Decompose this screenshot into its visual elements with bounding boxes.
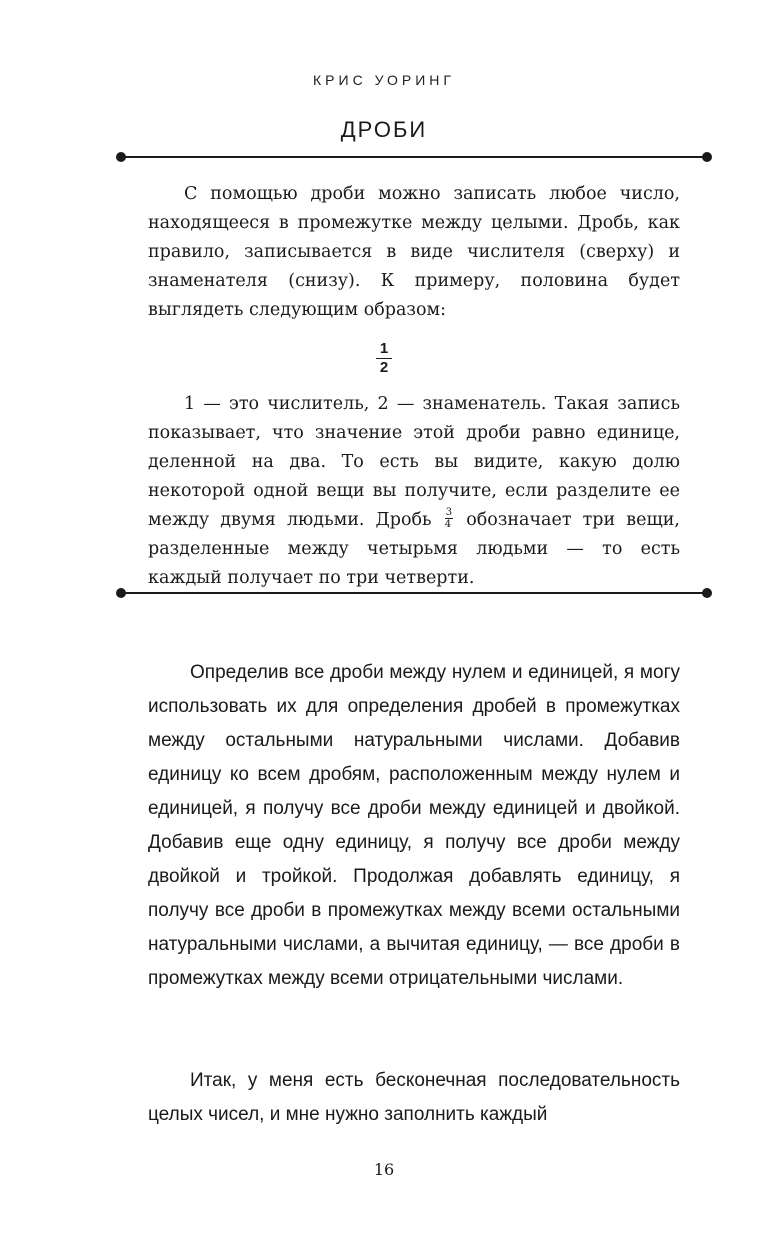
body-paragraph-2-text: Итак, у меня есть бесконечная последовательность целых чисел, и мне нужно заполнить каждый [148,1070,680,1125]
inline-fraction-numerator: 3 [445,507,453,518]
fraction-display [0,341,768,377]
sidebar-top-rule-left-dot [116,152,126,162]
body-paragraph-1-text: Определив все дроби между нулем и единицей, я могу использовать их для определения дробей в промежутках между остальными натуральными числами. Добавив единицу ко всем дробям, расположенным между нулем и единицей, я получу все дроби между единицей и двойкой. Добавив еще одну единицу, я получу все дроби между двойкой и тройкой. Продолжая добавлять единицу, я получу все дроби в промежутках между всеми остальными натуральными числами, а вычитая единицу, — все дроби в промежутках между всеми отрицательными числами. [148,662,680,989]
page-number: 16 [373,1160,395,1179]
sidebar-paragraph-2-part2: обозначает три вещи, разделенные между четырьмя людьми — то есть каждый получает по три четверти. [148,510,680,588]
sidebar-bottom-rule-left-dot [116,588,126,598]
sidebar-paragraph-1 [148,180,680,325]
sidebar-top-rule [120,156,708,158]
sidebar-paragraph-2-part1: 1 — это числитель, 2 — знаменатель. Такая запись показывает, что значение этой дроби равно единице, деленной на два. То есть вы видите, какую долю некоторой одной вещи вы получите, если разделите ее между двумя людьми. Дробь [148,394,680,530]
body-paragraph-2 [148,1064,680,1132]
sidebar-bottom-rule [120,592,708,594]
sidebar-paragraph-2 [148,390,680,593]
fraction-numerator: 1 [376,341,392,359]
running-head: КРИС УОРИНГ [313,72,455,88]
inline-fraction-denominator: 4 [444,519,452,530]
inline-fraction [445,507,453,530]
sidebar-paragraph-1-text: С помощью дроби можно записать любое число, находящееся в промежутке между целыми. Дробь, как правило, записывается в виде числителя (сверху) и знаменателя (снизу). К примеру, половина будет выглядеть следующим образом: [148,184,680,320]
sidebar-top-rule-right-dot [702,152,712,162]
sidebar-bottom-rule-right-dot [702,588,712,598]
sidebar-title: ДРОБИ [340,117,428,142]
fraction-denominator: 2 [379,359,389,376]
body-paragraph-1 [148,656,680,996]
